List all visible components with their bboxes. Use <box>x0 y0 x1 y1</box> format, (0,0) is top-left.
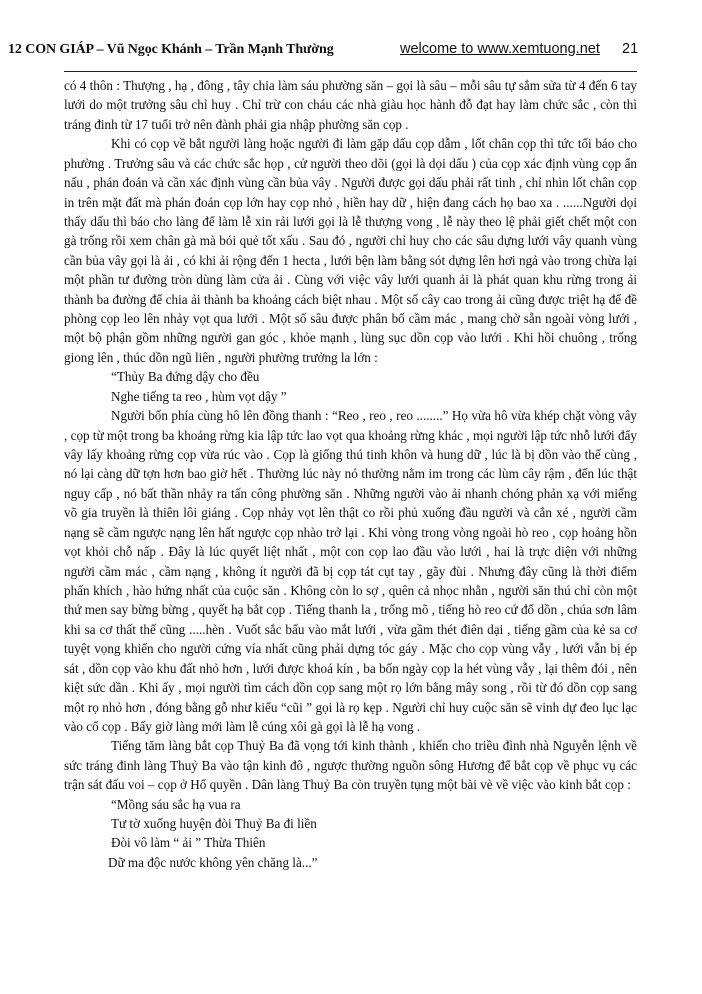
page-header <box>8 42 694 64</box>
verse-line: Đòi vô làm “ ải ” Thừa Thiên <box>111 835 266 851</box>
verse-line: “Thủy Ba đứng dậy cho đều <box>111 369 260 385</box>
document-body <box>64 76 637 872</box>
verse-line: Tư tờ xuống huyện đòi Thuỷ Ba đi liền <box>111 816 317 832</box>
book-title: 12 CON GIÁP – Vũ Ngọc Khánh – Trần Mạnh Thường <box>8 42 334 57</box>
verse-line: “Mồng sáu sắc hạ vua ra <box>111 796 241 812</box>
verse-line: Dữ ma độc nước không yên chăng là...” <box>108 854 318 870</box>
verse-line: Nghe tiếng ta reo , hùm vọt dậy ” <box>111 388 287 404</box>
paragraph: Người bốn phía cùng hô lên đồng thanh : “Reo , reo , reo ........” Họ vừa hô vừa khép chặt vòng vây , cọp từ một trong ba khoảng rừng kia lập tức lao vọt qua khoảng rừng khác , mọi người lập tức nhỗ lưới đẩy vây lấy khoảng rừng cọp vừa rúc vào . Cọp là giống thú tinh khôn và hung dữ , lúc là bị dồn vào thế cùng , nó lại càng dữ tợn hơn bao giờ hết . Thường lúc này nó thường nằm im trong các lùm cây rậm , đến lúc thật nguy cấp , nó bất thần nhảy ra tấn công phường săn . Những người vào ải nhanh chóng phản xạ với miếng võ gia truyền là thiên lôi giáng . Cọp nhảy vọt lên thật co rồi phủ xuống đầu người và cắn xé , người cầm nạng sẽ cầm ngược nạng lên hất ngược cọp nhào trở lại . Khi vòng trong vòng ngoài hò reo , cọp hoảng hồn vọt khỏi chỗ nấp . Đây là lúc quyết liệt nhất , một con cọp lao đầu vào lưới , hai là trực diện với những người cầm mác , cầm nạng , không ít người đã bị cọp tát cụt tay , gãy đùi . Nhưng đây cũng là thời điểm phấn khích , hào hứng nhất của cuộc săn . Không còn lo sợ , quên cả nhọc nhằn , người săn thú chỉ còn một thứ men say bừng bừng , quyết hạ bắt cọp . Tiếng thanh la , trống mõ , tiếng hò reo cứ đổ dồn , chúa sơn lâm khi sa cơ thất thế cũng .....hèn . Vuốt sắc bấu vào mắt lưới , vừa gầm thét điên dại , tiếng gầm của kẻ sa cơ tuyệt vọng khiến cho người cứng vía nhất cũng phải dựng tóc gáy . Mặc cho cọp vùng vẫy , lưới vẫn bị ép sát , dồn cọp vào khu đất nhỏ hơn , lưới được khoá kín , ba bốn ngày cọp la hét vùng vẫy , lại thêm đói , nên kiệt sức dần . Khi ấy , mọi người tìm cách dồn cọp sang một rọ lớn bằng mây song , rồi từ đó dồn cọp sang một rọ nhỏ hơn , đóng bằng gỗ như kiểu “cũi ” gọi là rọ kẹp . Người chỉ huy cuộc săn sẽ vinh dự đeo lục lạc vào cổ cọp . Bấy giờ làng mới làm lễ cúng xôi gà gọi là lễ hạ vong . <box>64 408 637 734</box>
paragraph: Tiếng tăm làng bắt cọp Thuỷ Ba đã vọng tới kinh thành , khiến cho triều đình nhà Nguyễn lệnh về sức tráng đinh làng Thuỷ Ba vào tận kinh đô , ngược thường nguồn sông Hương để bắt cọp về phục vụ các trận sát đấu voi – cọp ở Hổ quyền . Dân làng Thuỷ Ba còn truyền tụng một bài vè về việc vào kinh bắt cọp : <box>64 738 637 793</box>
page-number: 21 <box>622 41 639 57</box>
paragraph: Khi có cọp về bắt người làng hoặc người đi làm gặp dấu cọp dẫm , lốt chân cọp thì tức tối báo cho phường . Trưởng sâu và các chức sắc họp , cử người theo dõi (gọi là dọi dấu ) của cọp xác định vùng cọp ẩn nấu , phán đoán và cần xác định vùng cần bủa vây . Người được gọi dấu phải rất tinh , chỉ nhìn lốt chân cọp in trên mặt đất mà phán đoán cọp lớn hay cọp nhỏ , hiền hay dữ , hiện đang cách họ bao xa . ......Người dọi thấy dấu thì báo cho làng để làm lễ xin rải lưới gọi là lễ thượng vong , lễ này theo lệ phải giết chết một con gà trống rồi xem chân gà mà bói quẻ tốt xấu . Sau đó , người chỉ huy cho các sâu dựng lưới vây quanh vùng cần bủa vây gọi là ải , có khi ải rộng đến 1 hecta , lưới bện làm bằng sót dựng lên hơi ngả vào trong chừa lại một phần tư đường tròn dùng làm cửa ải . Cùng với việc vây lưới quanh ải là phát quan khu rừng trong ải thành ba đường để chia ải thành ba khoảng cách biệt nhau . Một số cây cao trong ải cũng được triệt hạ để đề phòng cọp leo lên nhảy vọt qua lưới . Một số sâu được phân bố cầm mác , mang chờ sẵn ngoài vòng lưới , một bộ phận gồm những người gan góc , khỏe mạnh , lùng sục dồn cọp vào lưới . Khi hồi chuông , trống giong lên , thúc dồn ngũ liên , người phường trưởng la lớn : <box>64 136 637 365</box>
paragraph: có 4 thôn : Thượng , hạ , đông , tây chia làm sáu phường săn – gọi là sâu – mỗi sâu tự sắm sửa từ 4 đến 6 tay lưới do một trưởng sâu chỉ huy . Chỉ trừ con cháu các nhà giàu học hành đỗ đạt hay làm chức sắc , còn thì tráng đinh từ 17 tuổi trở nên đành phải gia nhập phường săn cọp . <box>64 78 637 132</box>
header-divider <box>64 71 637 72</box>
website-link[interactable]: welcome to www.xemtuong.net <box>400 41 600 57</box>
